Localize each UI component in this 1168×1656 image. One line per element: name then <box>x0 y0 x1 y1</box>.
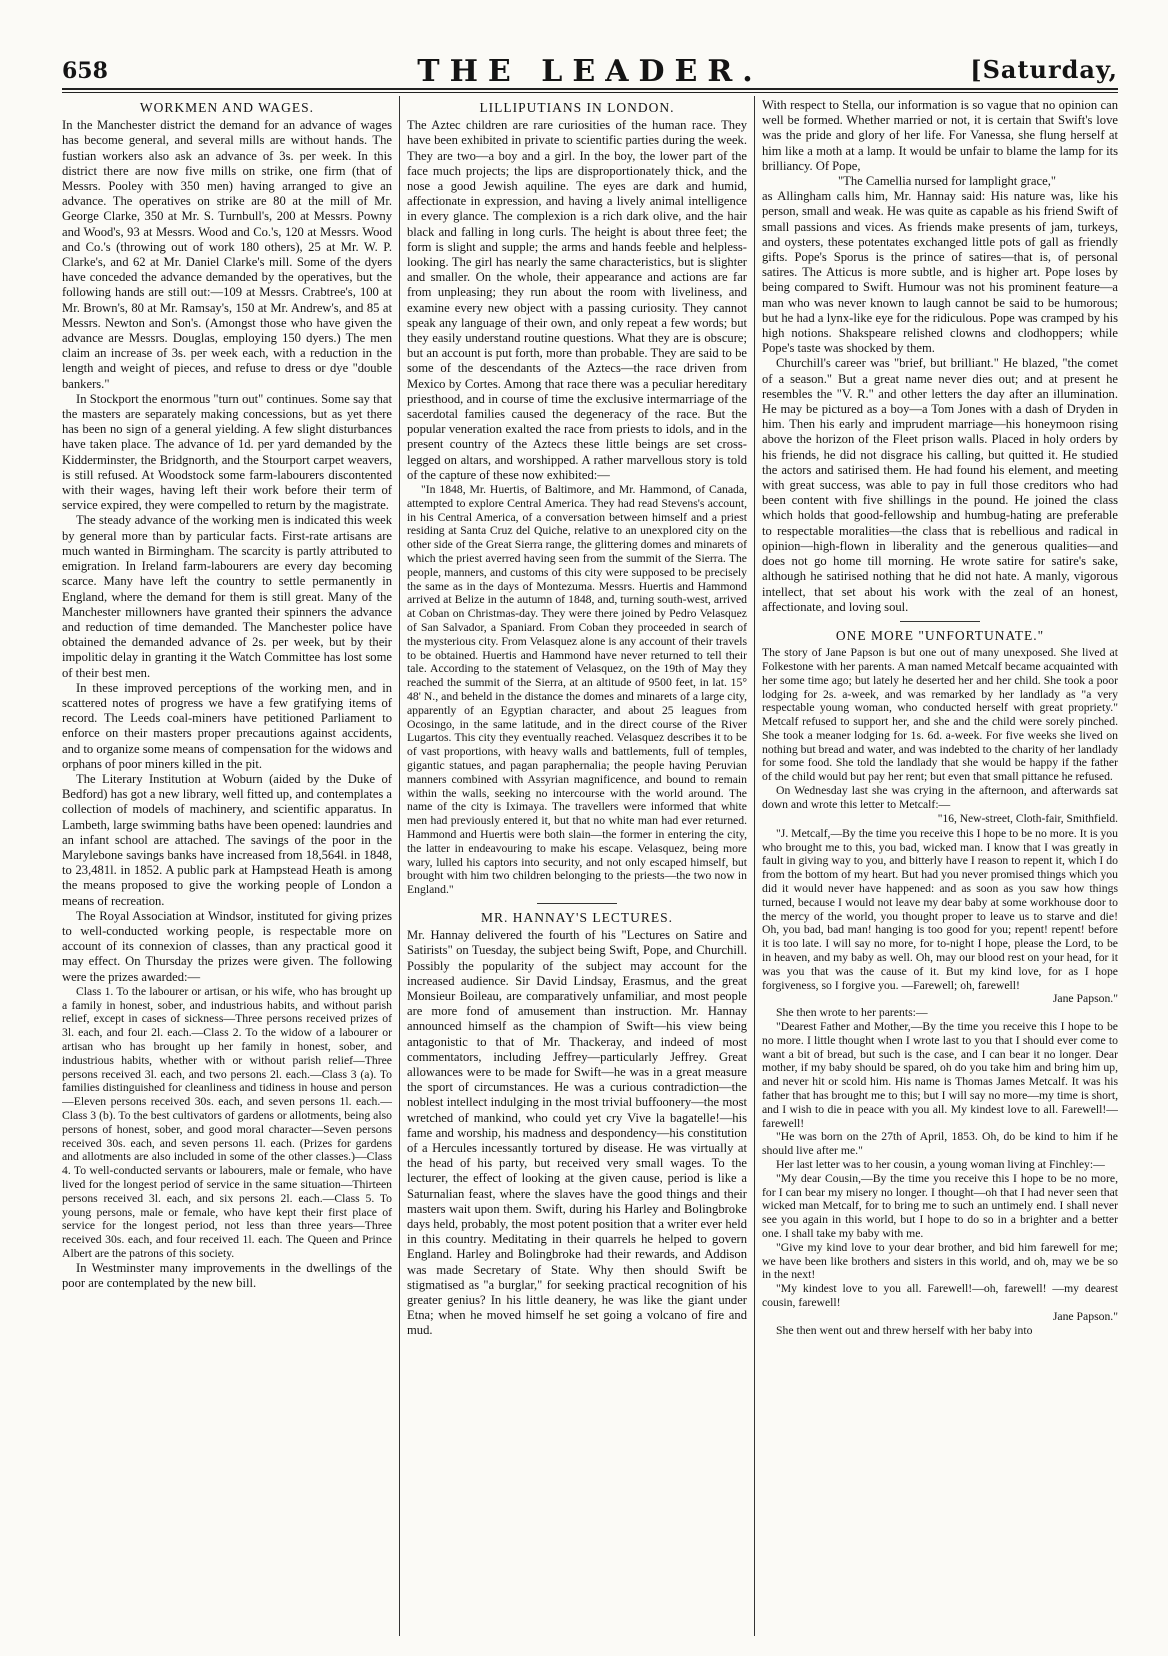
article-paragraph: Her last letter was to her cousin, a young woman living at Finchley:— <box>776 1158 1105 1171</box>
letter-text: "My kindest love to you all. Farewell!—oh, farewell! —my dearest cousin, farewell! <box>762 1282 1118 1309</box>
column-2 <box>407 98 747 1644</box>
article-paragraph: Churchill's career was "brief, but brilliant." He blazed, "the comet of a season." But a great name never dies out; and at present he resembles the "V. R." and other letters the day after an illumination. He may be pictured as a boy—a Tom Jones with a dash of Dryden in him. Then his early and imprudent marriage—his honeymoon rising above the horizon of the Fleet prison walls. Placed in holy orders by his friends, he did not disgrace his calling, but quitted it. He studied the actors and satirised them. He had found his element, and meeting with great success, was able to pay in full those creditors who had been content with five shillings in the pound. He joined the class which holds that good-fellowship and humbug-hating are preferable to respectable moralities—the class that is rebellious and radical in opinion—high-flown in liberality and the generous qualities—and does not go home till morning. He wrote satire for satire's sake, although he satirised nothing that he did not hate. A manly, vigorous intellect, that set about his work with the zeal of an honest, affectionate, and loving soul. <box>762 356 1118 614</box>
newspaper-title: THE LEADER. <box>417 54 763 89</box>
column-divider <box>754 96 755 1636</box>
letter-signature: Jane Papson." <box>1052 1309 1118 1323</box>
article-paragraph: In the Manchester district the demand for an advance of wages has become general, and several mills are without hands. The fustian workers also ask an advance of 3s. per week. In this district there are now five mills on strike, one firm (that of Messrs. Pooley with 350 men) having arranged to give an advance. The operatives on strike are 80 at the mill of Mr. George Clarke, 350 at Mr. S. Turnbull's, 200 at Messrs. Powny and Wood's, 93 at Messrs. Wood and Co.'s, 120 at Messrs. Wood and Co.'s (throwing out of work 180 others), 25 at Mr. W. P. Clarke's, and 62 at Mr. Daniel Clarke's mill. Some of the dyers have conceded the advance demanded by the operatives, but the following hands are still out:—109 at Messrs. Crabtree's, 100 at Mr. Brown's, 80 at Mr. Ramsay's, 150 at Mr. Andrew's, and 85 at Messrs. Newton and Son's. (Amongst those who have given the advance are Messrs. Douglas, employing 150 dyers.) The men claim an increase of 3s. per week each, with a reduction in the length and weight of pieces, and refuse to dress or dye "double bankers." <box>62 118 392 391</box>
masthead-rule <box>62 88 1118 90</box>
column-divider <box>399 96 400 1636</box>
article-paragraph: She then wrote to her parents:— <box>776 1006 928 1020</box>
section-separator <box>900 621 980 622</box>
article-paragraph: With respect to Stella, our information is so vague that no opinion can well be formed. Whether married or not, it is certain that Swift's love was the pride and glory of her life. For Vanessa, she flung herself at him like a moth at a lamp. It would be unfair to blame the lamp for its brilliancy. Of Pope, <box>762 98 1118 173</box>
quoted-line: "The Camellia nursed for lamplight grace," <box>837 174 1056 189</box>
article-paragraph: In these improved perceptions of the working men, and in scattered notes of progress we have a few gratifying items of record. The Leeds coal-miners have petitioned Parliament to enforce on their masters proper precautions against accidents, and to organize some means of compensation for the widows and orphans of poor miners killed in the pit. <box>62 680 392 771</box>
issue-day: [Saturday, <box>970 55 1118 84</box>
letter-text: "Dearest Father and Mother,—By the time you receive this I hope to be no more. I little thought when I wrote last to you that I should ever come to want a bit of bread, but such is the case, and I can bear it no longer. Dear mother, if my baby should be spared, oh do you take him and bring him up, and never hit or scold him. His name is Thomas James Metcalf. It was his father that has brought me to this; but I will say no more—my time is short, and I wish to die in peace with you all. My kindest love to all. Farewell!—farewell! <box>762 1020 1118 1130</box>
page-number: 658 <box>62 58 108 84</box>
letter-address: "16, New-street, Cloth-fair, Smithfield. <box>937 812 1118 825</box>
article-heading-unfortunate: ONE MORE "UNFORTUNATE." <box>835 627 1045 643</box>
article-paragraph: In Stockport the enormous "turn out" continues. Some say that the masters are separately making concessions, but as yet there has been no sign of a general yielding. A few slight disturbances have taken place. The advance of 1d. per yard demanded by the Kidderminster, the Bridgnorth, and the Stourport carpet weavers, is still refused. At Woodstock some farm-labourers discontented with their wages, having left their work before their term of service expired, they were compelled to return by the magistrate. <box>62 391 392 513</box>
article-paragraph: She then went out and threw herself with her baby into <box>776 1323 1033 1337</box>
article-paragraph: The steady advance of the working men is indicated this week by general more than by particular facts. First-rate artisans are much wanted in Birmingham. The scarcity is partly attributed to emigration. In Ireland farm-labourers are every day becoming scarce. Many have left the country to settle permanently in England, where the demand for them is still great. Many of the Manchester millowners have granted their spinners the advance and reduction of time demanded. The Manchester police have obtained the demanded advance of 2s. per week, but by their impolitic delay in granting it the Watch Committee has lost some of their best men. <box>62 513 392 680</box>
article-paragraph: The Literary Institution at Woburn (aided by the Duke of Bedford) has got a new library, well fitted up, and contemplates a collection of models of machinery, and scientific apparatus. In Lambeth, large swimming baths have been opened: laundries and an infant school are attached. The savings of the poor in the Marylebone savings banks have increased from 18,564l. in 1848, to 23,481l. in 1852. A public park at Hampstead Heath is among the means proposed to give the working people of London a means of recreation. <box>62 771 392 908</box>
article-paragraph: On Wednesday last she was crying in the afternoon, and afterwards sat down and wrote this letter to Metcalf:— <box>762 784 1118 811</box>
article-paragraph: as Allingham calls him, Mr. Hannay said: His nature was, like his person, small and weak. He was quite as capable as his friend Swift of small passions and vices. As friends make presents of jam, turkeys, and oysters, these potentates exchanged little pots of gall as friendly gifts. Pope's Sporus is the prince of satires—that is, of personal satires. The Atticus is more subtle, and is higher art. Pope loses by being compared to Swift. Humour was not his prominent feature—a man who was never known to laugh cannot be said to be humorous; but he had a lynx-like eye for the ridiculous. Pope was cramped by his high notions. Shakspeare relished clowns and clodhoppers; while Pope's taste was shocked by them. <box>762 189 1118 356</box>
section-separator <box>537 903 617 904</box>
masthead-rule-thin <box>62 92 1118 93</box>
article-paragraph: The Royal Association at Windsor, instituted for giving prizes to well-conducted working people, is respectable more on account of its connexion of classes, than any practical good it may effect. On Thursday the prizes were given. The following were the prizes awarded:— <box>62 908 392 984</box>
article-heading-lilliputians: LILLIPUTIANS IN LONDON. <box>479 100 675 115</box>
letter-text: "My dear Cousin,—By the time you receive this I hope to be no more, for I can bear my misery no longer. I thought—oh that I had never seen that wicked man Metcalf, for to bring me to such an untimely end. I shall never see you again in this world, but I hope to do so in a brighter and a better one. I shall take my baby with me. <box>762 1171 1118 1240</box>
article-heading-workmen: WORKMEN AND WAGES. <box>139 100 315 115</box>
article-paragraph: In Westminster many improvements in the dwellings of the poor are contemplated by the new bill. <box>62 1260 392 1290</box>
letter-signature: Jane Papson." <box>1052 992 1118 1006</box>
column-1 <box>62 98 392 1644</box>
article-heading-hannay: MR. HANNAY'S LECTURES. <box>481 909 673 925</box>
prize-list: Class 1. To the labourer or artisan, or his wife, who has brought up a family in honest, sober, and industrious habits, and without parish relief, except in cases of sickness—Three persons received prizes of 3l. each, and four 2l. each.—Class 2. To the widow of a labourer or artisan who has brought up her family in honest, sober, and industrious habits, whether with or without parish relief—Three persons received 3l. each, and two persons 2l. each.—Class 3 (a). To families distinguished for cleanliness and tidiness in house and person—Eleven persons received 30s. each, and seven persons 1l. each.—Class 3 (b). To the best cultivators of gardens or allotments, being also persons of honest, sober, and good moral character—Seven persons received 30s. each, and seven persons 1l. each. (Prizes for gardens and allotments are also included in some of the other classes.)—Class 4. To well-conducted servants or labourers, male or female, who have lived for the longest period of service in the same situation—Thirteen persons received 3l. each, and six persons 2l. each.—Class 5. To young persons, male or female, who have kept their first place of service for the longest period, not less than three years—Three received 30s. each, and four received 1l. each. The Queen and Prince Albert are the patrons of this society. <box>62 984 392 1260</box>
masthead <box>62 50 1118 88</box>
letter-text: "J. Metcalf,—By the time you receive this I hope to be no more. It is you who brought me to this, you bad, wicked man. I know that I was greatly in fault in giving way to you, and bitterly have I reason to repent it, which I do from the bottom of my heart. But had you never promised things which you did it would never have happened: and as soon as you saw how things turned, because I would not leave my dear baby at some workhouse door to the mercy of the world, you thought proper to leave us to starve and die! Oh, you bad, bad man! hanging is too good for you; repent! repent! before it is too late. I will say no more, for to-night I hope, please the Lord, to be in heaven, and my baby as well. Oh, may our blood rest on your head, for it was you that was the cause of it. But my kind love, for as I hope forgiveness, so I forgive you. —Farewell; oh, farewell! <box>762 826 1118 992</box>
letter-text: "He was born on the 27th of April, 1853. Oh, do be kind to him if he should live after me." <box>762 1130 1118 1158</box>
article-paragraph: The story of Jane Papson is but one out of many unexposed. She lived at Folkestone with her parents. A man named Metcalf became acquainted with her some time ago; but lately he deserted her and her child. She took a poor lodging for 2s. a-week, and was remarked by her landlady as "a very respectable young woman, who conducted herself with great propriety." Metcalf refused to support her, and she and the child were sorely pinched. She took a meaner lodging for 1s. 6d. a-week. For five weeks she lived on nothing but bread and water, and was indebted to the charity of her landlady for some food. She told the landlady that she would be happy if the father of the child would but pay her rent; but even that small pittance he refused. <box>762 646 1118 784</box>
article-paragraph: The Aztec children are rare curiosities of the human race. They have been exhibited in private to scientific parties during the week. They are two—a boy and a girl. In the boy, the lower part of the face much projects; the lips are disproportionately thick, and the nose a good Jewish aquiline. The eyes are dark and humid, affectionate in expression, and having a lively animal intelligence in every glance. The complexion is a rich dark olive, and the hair black and falling in long curls. The height is about three feet; the form is slight and supple; the arms and hands feeble and helpless-looking. The girl has nearly the same characteristics, but is slighter and smaller. On the whole, their appearance and actions are far from unpleasing; they run about the room with liveliness, and examine every new object with a passing curiosity. They cannot speak any language of their own, and only repeat a few words; but they easily understand routine questions. What they are is obscure; but an account is put forth, more than probable. They are said to be some of the descendants of the Aztecs—the race driven from Mexico by Cortes. Among that race there was a peculiar hereditary priesthood, and in course of time the exclusive intermarriage of the sacerdotal families caused the degeneracy of the race. But the popular veneration exalted the race from priests to idols, and in the present country of the Aztecs these little beings are set cross-legged on altars, and worshipped. A rather marvellous story is told of the capture of these now exhibited:— <box>407 118 747 482</box>
article-paragraph: Mr. Hannay delivered the fourth of his "Lectures on Satire and Satirists" on Tuesday, the subject being Swift, Pope, and Churchill. Possibly the popularity of the subject may account for the increased audience. Sir David Lindsay, Erasmus, and the great Monsieur Boileau, are comparatively unfamiliar, and most people are more fond of amusement than instruction. Mr. Hannay announced himself as the champion of Swift—his view being antagonistic to that of Mr. Thackeray, and indeed of most commentators, including Jeffrey—particularly Jeffrey. Great allowances were to be made for Swift—he was in a great measure the sport of circumstances. He was a curious contradiction—the noblest intellect indulging in the most trivial buffoonery—the most wretched of mankind, who could yet cry Vive la bagatelle!—his fame and worship, his madness and despondency—his constitution of a Hercules incessantly tortured by disease. He was virtually at the head of his party, but received very small wages. To the lecturer, the effect of looking at the given cause, period is like a Saturnalian feast, where the slaves have the good things and their masters wait upon them. Swift, during his Harley and Bolingbroke days held, probably, the most potent position that a writer ever held in this country. Meditating in their quarrels he helped to govern England. Harley and Bolingbroke had their rewards, and Addison was made Secretary of State. Why then should Swift be stigmatised as "a burglar," for seeking practical recognition of his greater genius? In his little deanery, he was like the giant under Etna; when he moved himself he set going a volcano of fire and mud. <box>407 928 747 1338</box>
quoted-account: "In 1848, Mr. Huertis, of Baltimore, and Mr. Hammond, of Canada, attempted to explore Central America. They had read Stevens's account, in his Central America, of a conversation between himself and a priest residing at Santa Cruz del Quiche, relative to an unexplored city on the other side of the Great Sierra range, the glittering domes and minarets of which the priest averred having seen from the summit of the Sierra. The people, manners, and customs of this city were supposed to be precisely the same as in the days of Montezuma. Messrs. Huertis and Hammond arrived at Belize in the autumn of 1848, and, turning south-west, arrived at Coban on Christmas-day. They were there joined by Pedro Velasquez of San Salvador, a Spaniard. From Coban they proceeded in search of the mysterious city. From Velasquez alone is any account of their travels to be obtained. Huertis and Hammond have never returned to tell their tale. According to the statement of Velasquez, on the 19th of May they reached the summit of the Sierra, at an altitude of 9500 feet, in lat. 15° 48' N., and beheld in the distance the domes and minarets of a large city, apparently of an Egyptian character, and about 25 leagues from Ocosingo, in the same latitude, and in the direct course of the River Lugartos. This city they eventually reached. Velasquez describes it to be of vast proportions, with heavy walls and battlements, full of temples, gigantic statues, and pagan paraphernalia; the people having Peruvian manners combined with Assyrian magnificence, and bound to remain within the walls, seeking no intercourse with the world around. The name of the city is Iximaya. The travellers were informed that white men had previously entered it, but that no white man had ever returned. Hammond and Huertis were both slain—the former in entering the city, the latter in endeavouring to make his escape. Velasquez, being more wary, lulled his captors into security, and not only escaped himself, but brought with him two children belonging to the priests—the two now in England." <box>407 483 747 897</box>
letter-text: "Give my kind love to your dear brother, and bid him farewell for me; we have been like brothers and sisters in this world, and oh, may we be so in the next! <box>762 1240 1118 1282</box>
column-3 <box>762 98 1118 1644</box>
